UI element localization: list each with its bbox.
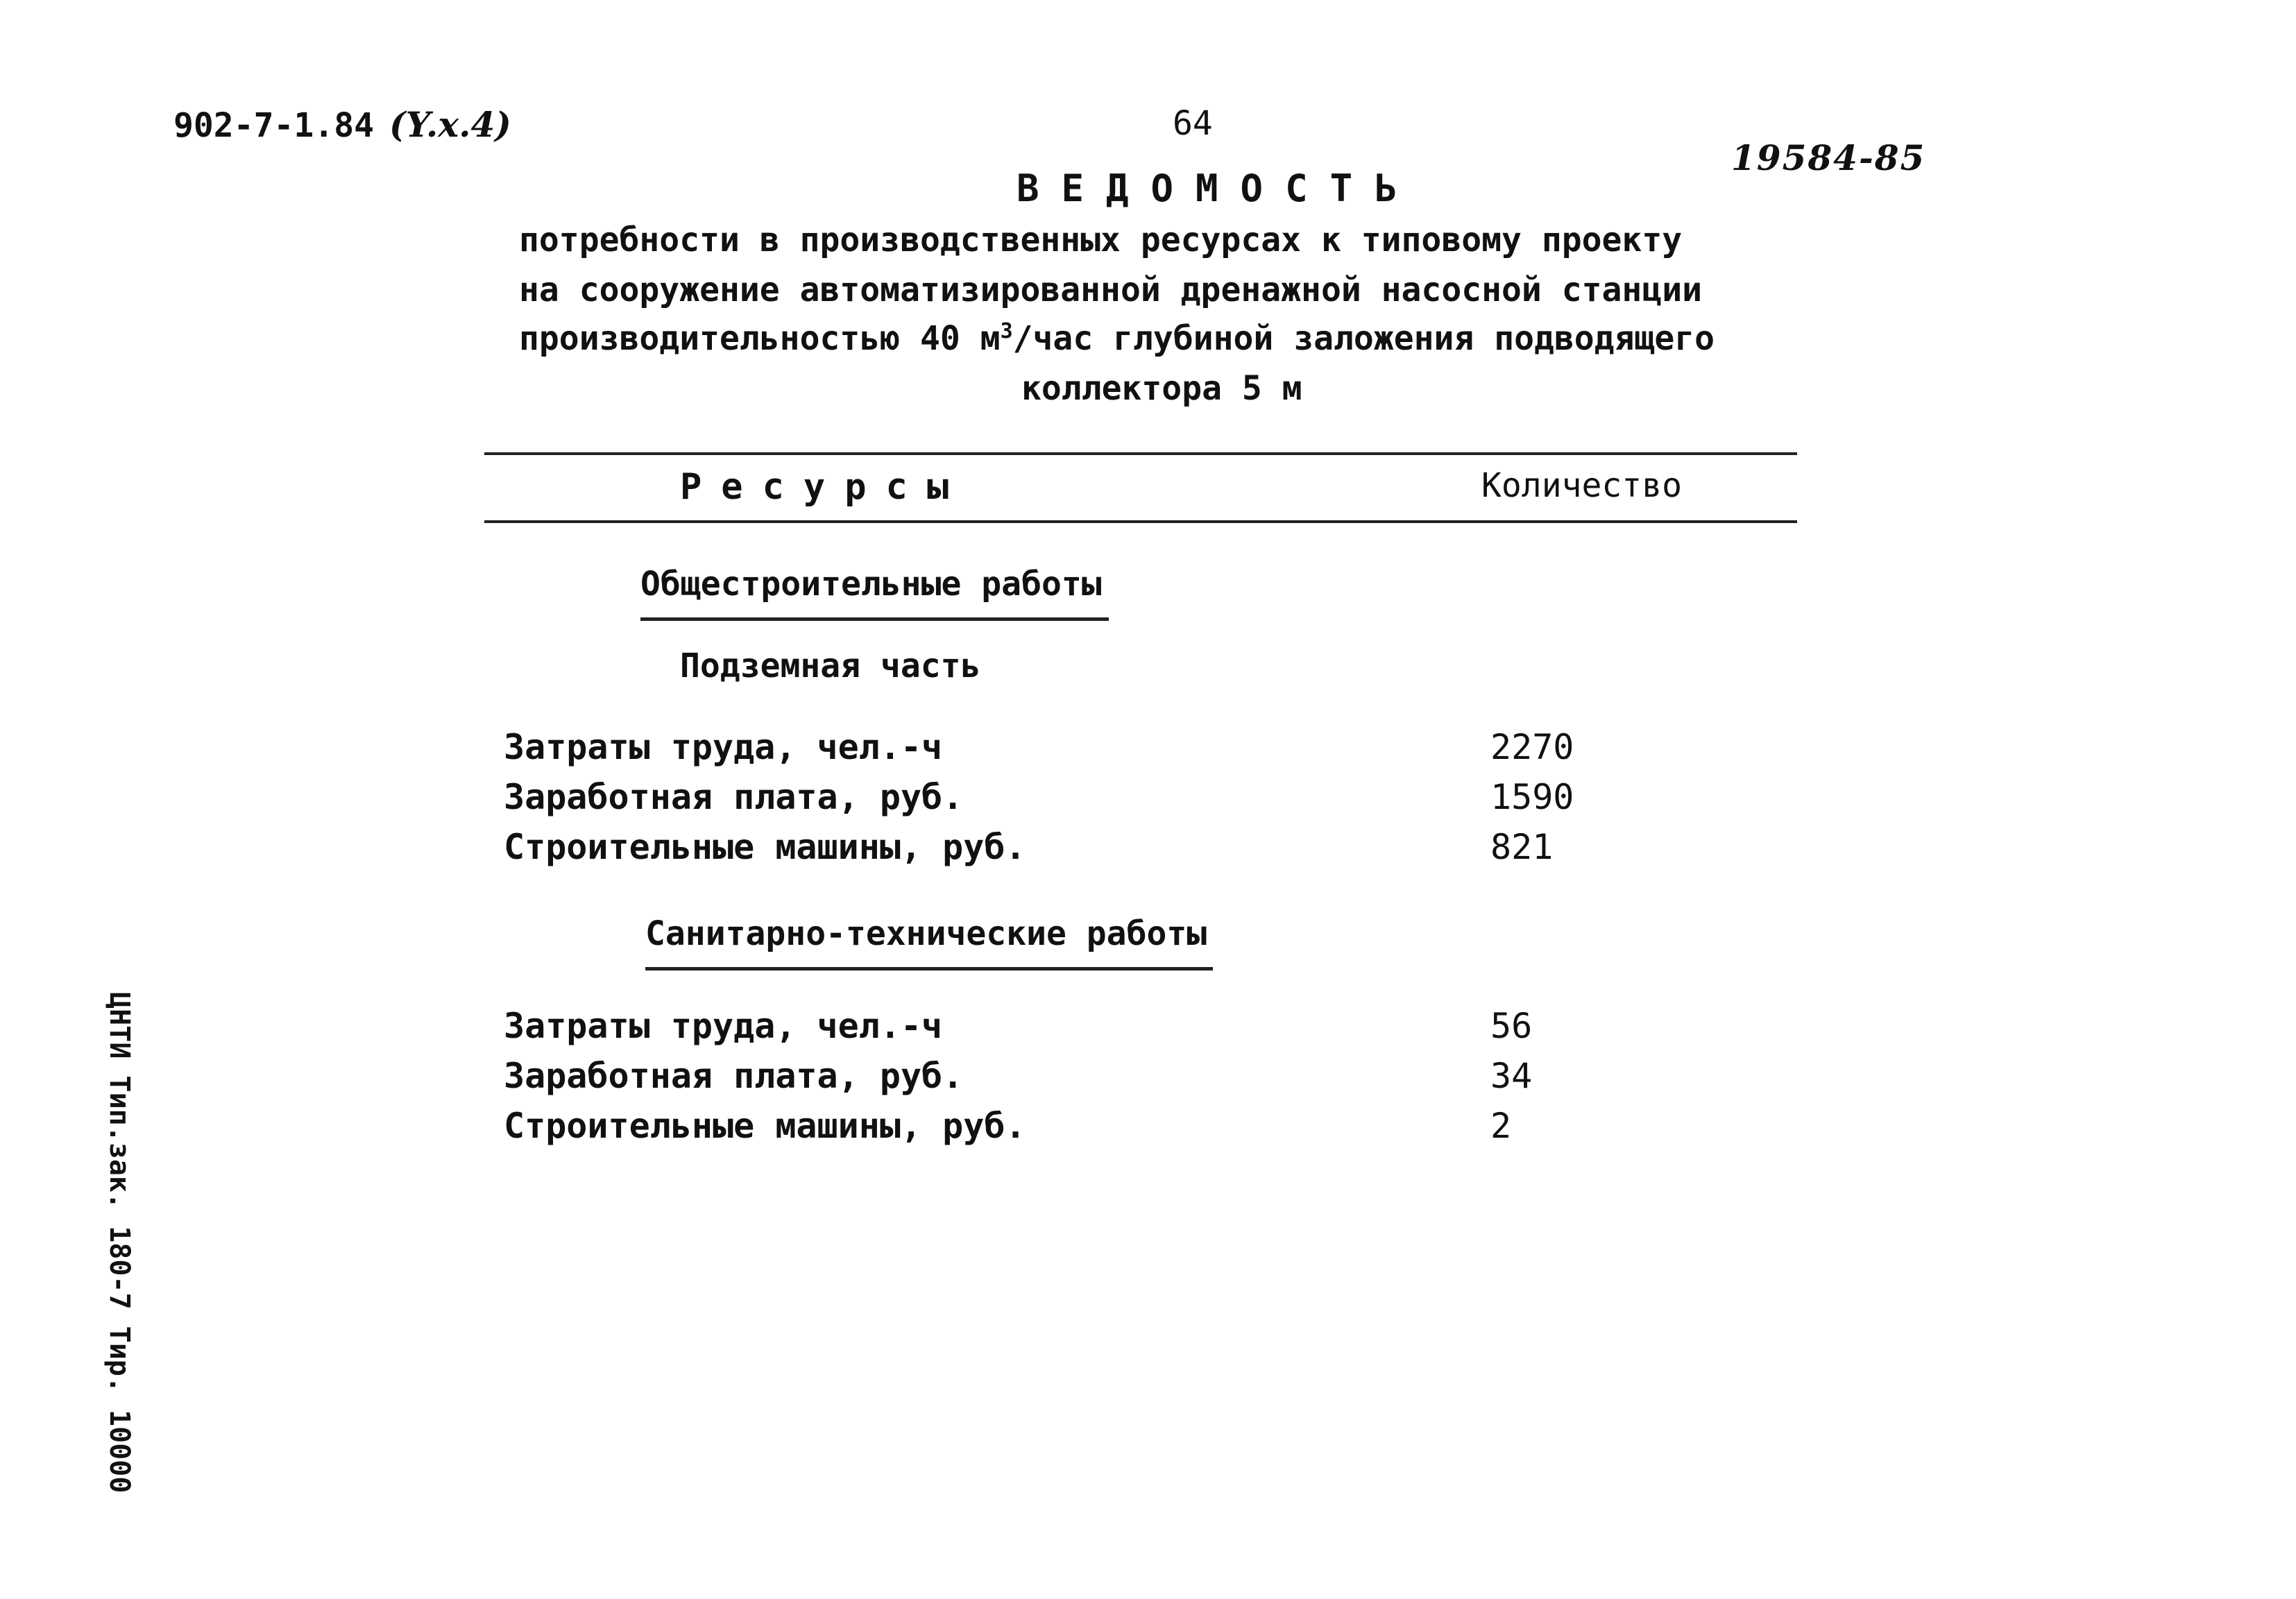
section-title-sanitary-works: Санитарно-технические работы (645, 914, 1207, 953)
subtitle-line-1: потребности в производственных ресурсах к типовому проекту (519, 221, 1683, 259)
table-row-value: 2270 (1490, 727, 1574, 767)
table-row-label: Заработная плата, руб. (504, 1056, 964, 1096)
subtitle-line-3-part-a: производительностью 40 м (519, 319, 1001, 358)
document-code (173, 104, 511, 145)
table-row-value: 821 (1490, 827, 1554, 867)
table-row-value: 34 (1490, 1056, 1533, 1096)
column-header-quantity: Количество (1481, 466, 1682, 505)
table-top-rule (484, 452, 1797, 455)
printing-imprint: ЦНТИ Тип.зак. 180-7 Тир. 10000 (103, 992, 135, 1494)
handwritten-volume-note: (Y.x.4) (389, 104, 511, 145)
document-code-text: 902-7-1.84 (173, 106, 374, 145)
table-row-label: Строительные машины, руб. (504, 827, 1026, 867)
page-number: 64 (1173, 104, 1213, 143)
subsection-title-underground: Подземная часть (680, 647, 981, 685)
section-title-underline (645, 967, 1213, 970)
subtitle-line-2: на сооружение автоматизированной дренажной насосной станции (519, 271, 1703, 309)
section-title-general-construction: Общестроительные работы (640, 565, 1102, 604)
inventory-number: 19584-85 (1731, 137, 1926, 178)
subtitle-line-3 (519, 319, 1715, 358)
subtitle-line-3-part-b: /час глубиной заложения подводящего (1012, 319, 1715, 358)
table-row-value: 1590 (1490, 777, 1574, 817)
table-row-label: Строительные машины, руб. (504, 1106, 1026, 1146)
document-title: ВЕДОМОСТЬ (1017, 166, 1420, 210)
table-row-label: Затраты труда, чел.-ч (504, 1006, 943, 1046)
column-header-resources: Ресурсы (680, 466, 969, 508)
table-header-rule (484, 520, 1797, 523)
table-row-label: Затраты труда, чел.-ч (504, 727, 943, 767)
table-row-value: 56 (1490, 1006, 1533, 1046)
table-row-label: Заработная плата, руб. (504, 777, 964, 817)
subtitle-line-4: коллектора 5 м (1021, 369, 1302, 408)
cubic-superscript: 3 (1000, 319, 1013, 343)
section-title-underline (640, 617, 1109, 621)
table-row-value: 2 (1490, 1106, 1512, 1146)
